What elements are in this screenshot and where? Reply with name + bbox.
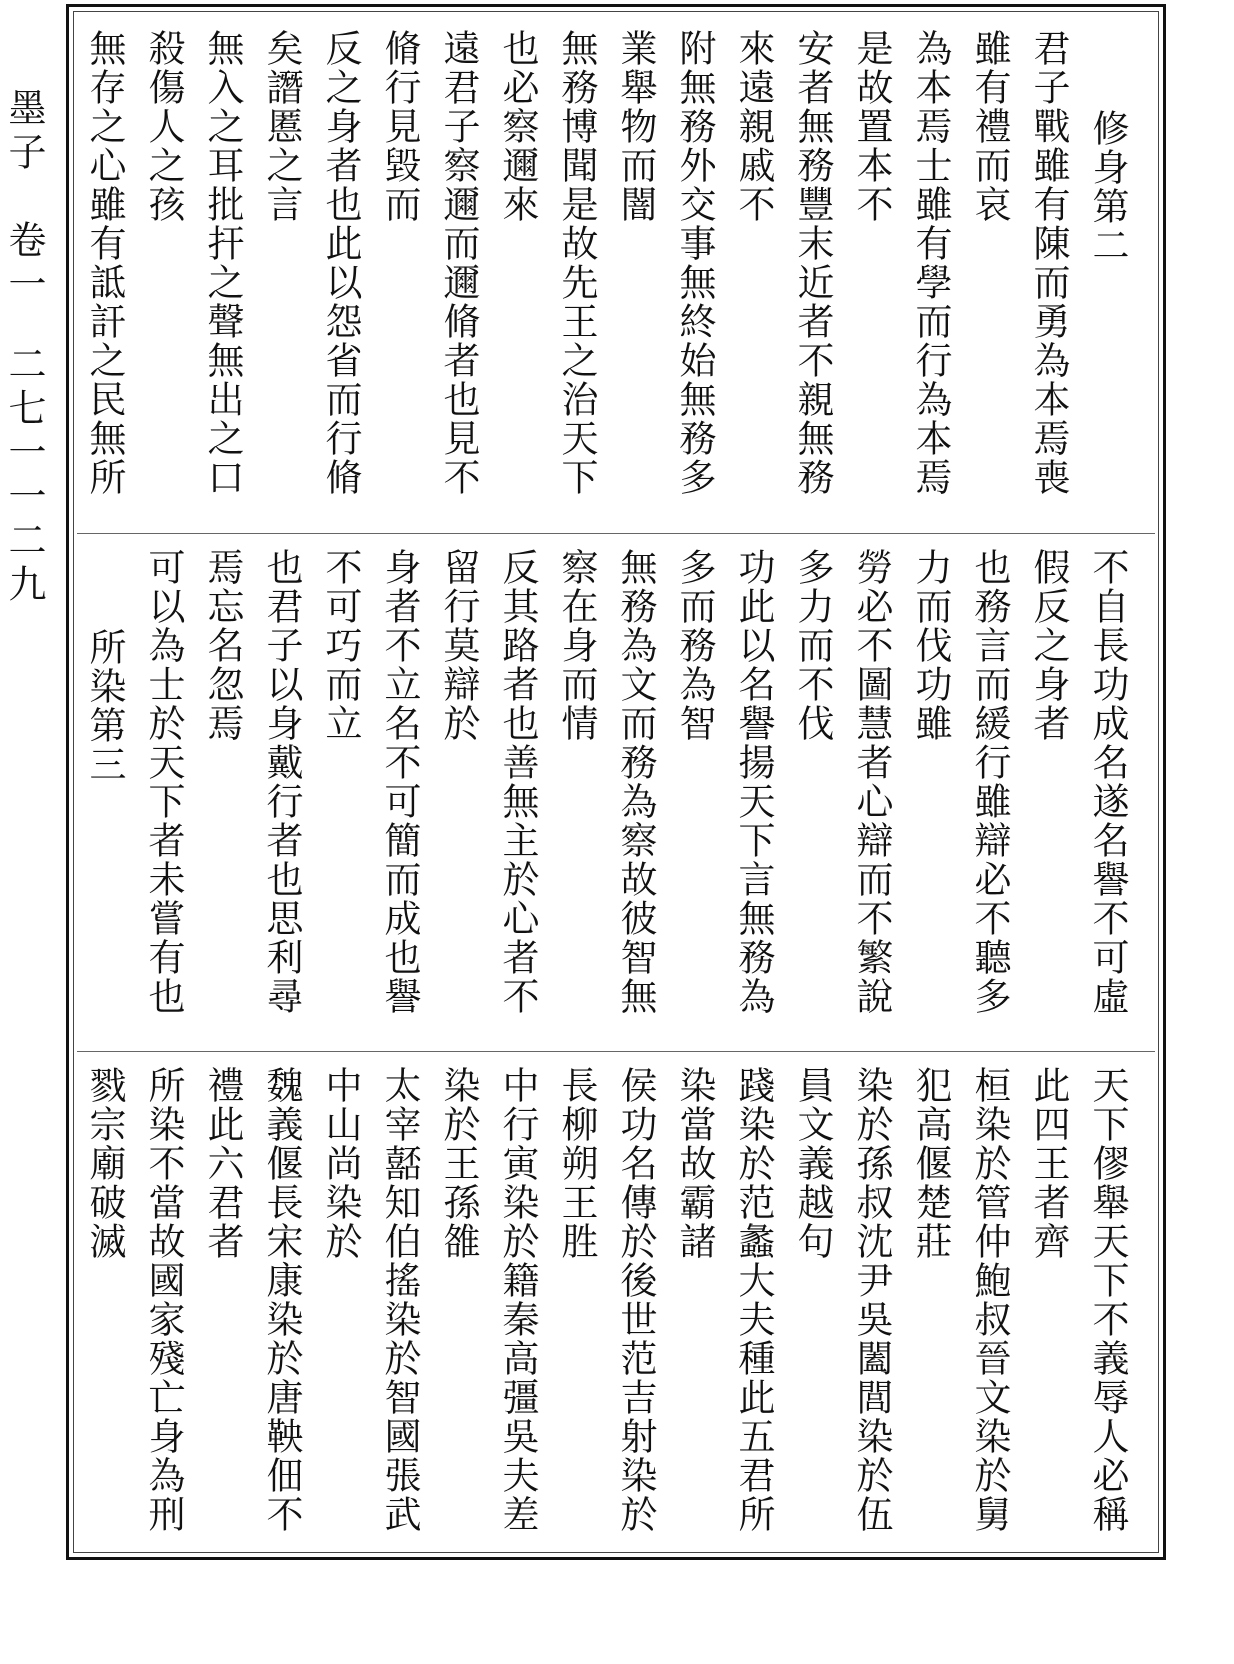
- text-column: 無務為文而務為察故彼智無察在身而情: [555, 548, 657, 1016]
- text-column: 踐染於范蠡大夫種此五君所染當故霸諸: [673, 1066, 775, 1534]
- text-column: 遠君子察邇而邇脩者也見不脩行見毀而: [378, 29, 480, 497]
- text-column: 天下僇舉天下不義辱人必稱此四王者齊: [1027, 1066, 1129, 1534]
- text-column: 太宰嚭知伯搖染於智國張武中山尚染於: [319, 1066, 421, 1534]
- text-panel-middle: [77, 533, 1155, 1044]
- text-column: 桓染於管仲鮑叔晉文染於舅犯高偃楚莊: [909, 1066, 1011, 1534]
- text-columns: [83, 1066, 1137, 1538]
- text-column: 染於孫叔沈尹吳闔閭染於伍員文義越句: [791, 1066, 893, 1534]
- text-column: 身者不立名不可簡而成也譽不可巧而立: [319, 548, 421, 1016]
- text-column: 反之身者也此以怨省而行脩矣譖慝之言: [260, 29, 362, 497]
- text-column: 無入之耳批扞之聲無出之口殺傷人之孩: [142, 29, 244, 497]
- text-column: 附無務外交事無終始無務多業舉物而闇: [614, 29, 716, 497]
- text-columns: [83, 29, 1137, 511]
- text-column: 魏義偃長宋康染於唐鞅佃不禮此六君者: [201, 1066, 303, 1534]
- text-panel-top: [77, 15, 1155, 525]
- page-frame: [66, 4, 1166, 1560]
- text-column: 無務博聞是故先王之治天下也必察邇來: [496, 29, 598, 497]
- section-heading: 所染第三: [83, 628, 126, 784]
- text-column: 功此以名譽揚天下言無務為多而務為智: [673, 548, 775, 1016]
- text-column: 君子戰雖有陳而勇為本焉喪雖有禮而哀: [968, 29, 1070, 497]
- text-column: 無存之心雖有詆訐之民無所: [83, 29, 126, 497]
- text-panel-bottom: [77, 1051, 1155, 1552]
- text-column: 中行寅染於籍秦高彊吳夫差染於王孫雒: [437, 1066, 539, 1534]
- page-margin-label: [2, 88, 52, 1648]
- text-column: 可以為士於天下者未嘗有也: [142, 548, 185, 1016]
- book-chapter-label: 墨子 卷一: [2, 88, 46, 308]
- text-column: 所染不當故國家殘亡身為刑戮宗廟破滅: [83, 1066, 185, 1534]
- text-column: 勞必不圖慧者心辯而不繁說多力而不伐: [791, 548, 893, 1016]
- text-columns: [83, 548, 1137, 1030]
- text-column: 也君子以身戴行者也思利尋焉忘名忽焉: [201, 548, 303, 1016]
- page-number-label: 二七一一二九: [2, 344, 46, 608]
- text-column: 反其路者也善無主於心者不留行莫辯於: [437, 548, 539, 1016]
- text-column: 為本焉士雖有學而行為本焉是故置本不: [850, 29, 952, 497]
- text-column: 安者無務豐末近者不親無務來遠親戚不: [732, 29, 834, 497]
- text-column: 侯功名傳於後世范吉射染於長柳朔王胜: [555, 1066, 657, 1534]
- text-column: 也務言而緩行雖辯必不聽多力而伐功雖: [909, 548, 1011, 1016]
- section-heading: 修身第二: [1086, 109, 1129, 265]
- text-column: 不自長功成名遂名譽不可虛假反之身者: [1027, 548, 1129, 1016]
